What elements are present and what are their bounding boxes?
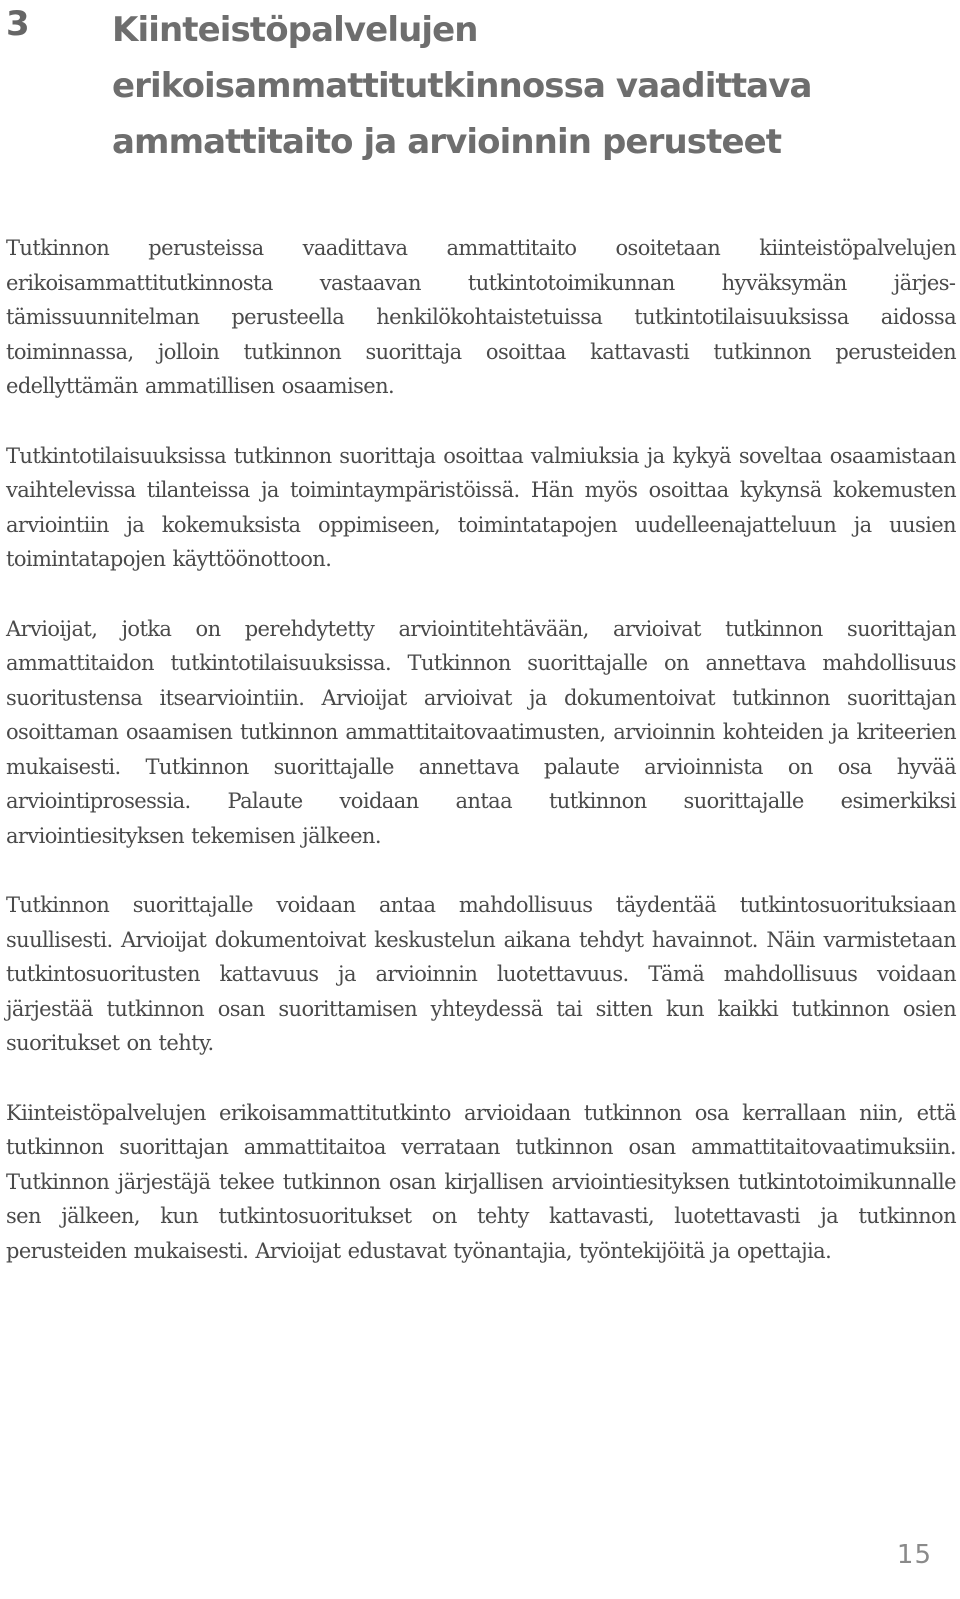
page-number: 15 [896,1540,932,1570]
paragraph-5: Kiinteistöpalvelujen erikoisammattitutkinto arvioidaan tutkinnon osa kerrallaan niin, että tutkinnon suorittajan ammattitaitoa verrataan tutkinnon osan ammattitaitovaatimuksiin. Tutkinnon järjestäjä tekee tutkinnon osan kirjallisen arviointiesityksen tutkintotoimikunnalle sen jälkeen, kun tutkintosuoritukset on tehty kattavasti, luotettavasti ja tutkinnon perusteiden mukaisesti. Arvioijat edustavat työnantajia, työntekijöitä ja opettajia. [6,1100,956,1263]
chapter-number: 3 [6,4,30,44]
paragraph-3: Arvioijat, jotka on perehdytetty arviointitehtävään, arvioivat tutkinnon suorittajan ammattitaidon tutkintotilaisuuksissa. Tutkinnon suorittajalle on annettava mahdollisuus suoritustensa itsearviointiin. Arvioijat arvioivat ja dokumentoivat tutkinnon suorittajan osoittaman osaamisen tutkinnon ammattitaitovaatimusten, arvioinnin kohteiden ja kriteerien mukaisesti. Tutkinnon suorittajalle annettava palaute arvioinnista on osa hyvää arviointiprosessia. Palaute voidaan antaa tutkinnon suorittajalle esimerkiksi arviointiesityksen tekemisen jälkeen. [6,616,956,848]
body-text [6,231,956,1303]
paragraph-4: Tutkinnon suorittajalle voidaan antaa mahdollisuus täydentää tutkintosuorituksiaan suullisesti. Arvioijat dokumentoivat keskustelun aikana tehdyt havainnot. Näin varmistetaan tutkintosuoritusten kattavuus ja arvioinnin luotettavuus. Tämä mahdollisuus voidaan järjestää tutkinnon osan suorittamisen yhteydessä tai sitten kun kaikki tutkinnon osien suoritukset on tehty. [6,893,956,1055]
chapter-title: Kiinteistöpalvelujen erikoisammattitutkinnossa vaadittava ammattitaito ja arvioinnin perusteet [112,10,812,162]
paragraph-1: Tutkinnon perusteissa vaadittava ammattitaito osoitetaan kiinteistöpalvelujen erikoisammattitutkinnosta vastaavan tutkintotoimikunnan hyväksymän järjestämissuunnitelman perusteella henkilökohtaistetuissa tutkintotilaisuuksissa aidossa toiminnassa, jolloin tutkinnon suorittaja osoittaa kattavasti tutkinnon perusteiden edellyttämän ammatillisen osaamisen. [6,236,956,398]
paragraph-2: Tutkintotilaisuuksissa tutkinnon suorittaja osoittaa valmiuksia ja kykyä soveltaa osaamistaan vaihtelevissa tilanteissa ja toimintaympäristöissä. Hän myös osoittaa kykynsä kokemusten arviointiin ja kokemuksista oppimiseen, toimintatapojen uudelleenajatteluun ja uusien toimintatapojen käyttöönottoon. [6,443,956,571]
chapter-heading [0,0,960,160]
